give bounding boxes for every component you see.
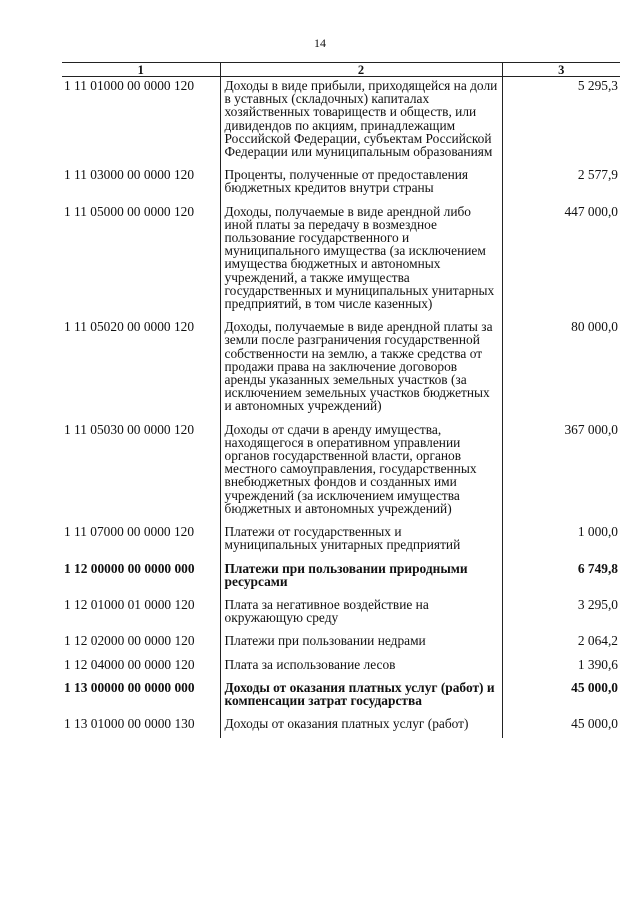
revenue-amount: 45 000,0 (502, 715, 620, 738)
table-row (62, 560, 620, 596)
revenue-amount: 45 000,0 (502, 679, 620, 715)
revenue-amount: 447 000,0 (502, 203, 620, 319)
revenue-amount: 3 295,0 (502, 596, 620, 632)
table-row (62, 523, 620, 559)
table-row (62, 679, 620, 715)
table-row (62, 715, 620, 738)
page-number: 14 (314, 36, 326, 50)
revenue-amount: 5 295,3 (502, 77, 620, 167)
budget-code: 1 11 01000 00 0000 120 (64, 78, 195, 93)
budget-code: 1 12 01000 01 0000 120 (64, 596, 195, 612)
table-row (62, 166, 620, 202)
revenue-name: Платежи при пользовании недрами (220, 632, 502, 655)
revenue-amount: 80 000,0 (502, 318, 620, 420)
column-header-name: 2 (220, 63, 502, 77)
revenue-name: Проценты, полученные от предоставления бюджетных кредитов внутри страны (220, 166, 502, 202)
budget-code: 1 12 00000 00 0000 000 (64, 560, 195, 576)
revenue-name: Платежи при пользовании природными ресурсами (220, 560, 502, 596)
revenue-amount: 2 064,2 (502, 632, 620, 655)
table-header-row (62, 63, 620, 77)
revenue-name: Доходы, получаемые в виде арендной либо иной платы за передачу в возмездное пользование государственного и муниципального имущества (за исключением имущества бюджетных и автономных учреждений, а также имущества государственных и муниципальных унитарных предприятий, в том числе казенных) (220, 203, 502, 319)
revenue-amount: 1 390,6 (502, 656, 620, 679)
column-header-code: 1 (62, 63, 220, 77)
budget-code: 1 11 05000 00 0000 120 (64, 203, 195, 219)
revenue-table (62, 62, 620, 738)
revenue-amount: 2 577,9 (502, 166, 620, 202)
revenue-name: Доходы в виде прибыли, приходящейся на доли в уставных (складочных) капиталах хозяйственных товариществ и обществ, или дивидендов по акциям, принадлежащим Российской Федерации, субъектам Российской Федерации или муниципальным образованиям (220, 77, 502, 167)
revenue-amount: 1 000,0 (502, 523, 620, 559)
revenue-name: Доходы от оказания платных услуг (работ) (220, 715, 502, 738)
revenue-name: Плата за негативное воздействие на окружающую среду (220, 596, 502, 632)
column-header-amount: 3 (502, 63, 620, 77)
budget-code: 1 11 05020 00 0000 120 (64, 319, 195, 335)
table-body (62, 77, 620, 739)
revenue-name: Платежи от государственных и муниципальных унитарных предприятий (220, 523, 502, 559)
table-row (62, 656, 620, 679)
table-row (62, 421, 620, 523)
revenue-amount: 367 000,0 (502, 421, 620, 523)
budget-code: 1 12 02000 00 0000 120 (64, 633, 195, 649)
budget-code: 1 11 03000 00 0000 120 (64, 167, 195, 183)
revenue-amount: 6 749,8 (502, 560, 620, 596)
revenue-name: Плата за использование лесов (220, 656, 502, 679)
table-row (62, 596, 620, 632)
budget-code: 1 13 00000 00 0000 000 (64, 679, 195, 695)
table-row (62, 632, 620, 655)
revenue-name: Доходы, получаемые в виде арендной платы за земли после разграничения государственной собственности на землю, а также средства от продажи права на заключение договоров аренды указанных земельных участков (за исключением земельных участков бюджетных и автономных учреждений) (220, 318, 502, 420)
budget-code: 1 12 04000 00 0000 120 (64, 656, 195, 672)
table-row (62, 203, 620, 319)
table-row (62, 318, 620, 420)
budget-code: 1 11 07000 00 0000 120 (64, 524, 195, 540)
table-row (62, 77, 620, 167)
revenue-name: Доходы от сдачи в аренду имущества, находящегося в оперативном управлении органов государственной власти, органов местного самоуправления, государственных внебюджетных фондов и созданных ими учреждений (за исключением имущества бюджетных и автономных учреждений) (220, 421, 502, 523)
budget-code: 1 13 01000 00 0000 130 (64, 716, 195, 732)
budget-code: 1 11 05030 00 0000 120 (64, 421, 195, 437)
revenue-name: Доходы от оказания платных услуг (работ) и компенсации затрат государства (220, 679, 502, 715)
